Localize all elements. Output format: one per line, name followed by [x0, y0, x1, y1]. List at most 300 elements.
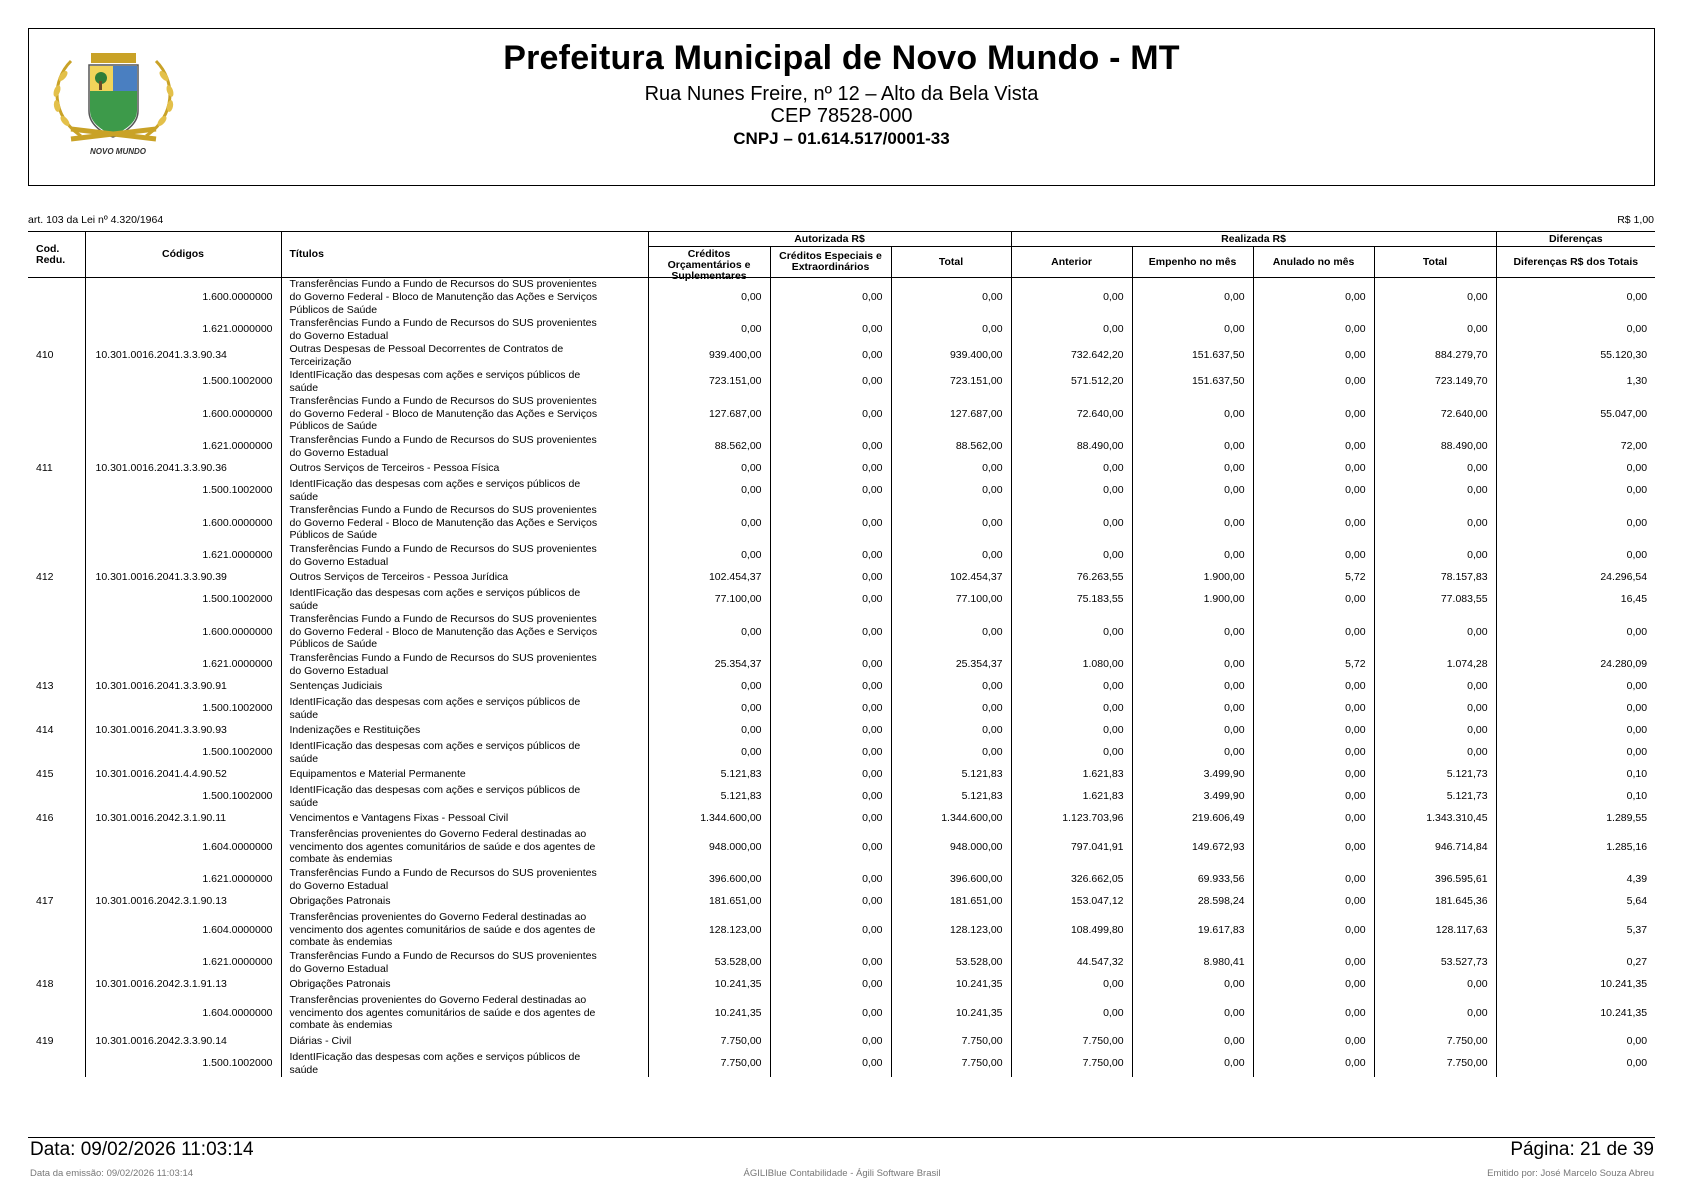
cell-codigo: 1.500.1002000 — [85, 740, 281, 766]
cell-empenho: 0,00 — [1132, 460, 1253, 478]
cell-creditos-especiais: 0,00 — [770, 893, 891, 911]
cell-diferencas: 1,30 — [1496, 369, 1655, 395]
cell-anterior: 0,00 — [1011, 543, 1132, 569]
cell-empenho: 0,00 — [1132, 613, 1253, 652]
cell-codigo: 10.301.0016.2041.3.3.90.34 — [85, 343, 281, 369]
cell-total-autorizada: 723.151,00 — [891, 369, 1011, 395]
titulo-line: IdentIFicação das despesas com ações e serviços públicos de — [289, 586, 581, 599]
titulo-line: Terceirização — [289, 355, 352, 368]
cell-anterior: 7.750,00 — [1011, 1033, 1132, 1051]
footer-date: Data: 09/02/2026 11:03:14 — [30, 1139, 254, 1160]
table-row — [28, 678, 1655, 696]
logo-caption: NOVO MUNDO — [90, 147, 146, 156]
cell-creditos-especiais: 0,00 — [770, 994, 891, 1033]
cell-creditos-orcamentarios: 0,00 — [648, 678, 770, 696]
cell-titulo — [281, 828, 648, 867]
cell-anterior: 1.621,83 — [1011, 784, 1132, 810]
cell-empenho: 0,00 — [1132, 976, 1253, 994]
cell-creditos-orcamentarios: 1.344.600,00 — [648, 810, 770, 828]
cell-total-realizada: 0,00 — [1374, 504, 1496, 543]
cell-creditos-orcamentarios: 723.151,00 — [648, 369, 770, 395]
cell-total-realizada: 396.595,61 — [1374, 867, 1496, 893]
cell-total-autorizada: 0,00 — [891, 317, 1011, 343]
cell-anulado: 0,00 — [1253, 343, 1374, 369]
cell-cod-redu — [28, 828, 85, 867]
table-row — [28, 504, 1655, 543]
cell-titulo — [281, 587, 648, 613]
cell-total-autorizada: 1.344.600,00 — [891, 810, 1011, 828]
cell-total-autorizada: 10.241,35 — [891, 994, 1011, 1033]
cell-anterior: 0,00 — [1011, 976, 1132, 994]
titulo-line: vencimento dos agentes comunitários de saúde e dos agentes de — [289, 923, 596, 936]
cell-total-autorizada: 102.454,37 — [891, 569, 1011, 587]
cell-total-realizada: 0,00 — [1374, 478, 1496, 504]
cell-anterior: 797.041,91 — [1011, 828, 1132, 867]
cell-anulado: 0,00 — [1253, 893, 1374, 911]
cell-diferencas: 55.120,30 — [1496, 343, 1655, 369]
table-row — [28, 893, 1655, 911]
cell-total-realizada: 0,00 — [1374, 278, 1496, 317]
cell-total-autorizada: 128.123,00 — [891, 911, 1011, 950]
cell-empenho: 1.900,00 — [1132, 587, 1253, 613]
cell-empenho: 0,00 — [1132, 478, 1253, 504]
cell-diferencas: 24.296,54 — [1496, 569, 1655, 587]
cell-creditos-orcamentarios: 0,00 — [648, 722, 770, 740]
cell-total-autorizada: 127.687,00 — [891, 395, 1011, 434]
titulo-line: Transferências Fundo a Fundo de Recursos do SUS provenientes — [289, 542, 597, 555]
cell-anterior: 0,00 — [1011, 722, 1132, 740]
cell-empenho: 1.900,00 — [1132, 569, 1253, 587]
cell-codigo: 10.301.0016.2041.3.3.90.93 — [85, 722, 281, 740]
titulo-line: Sentenças Judiciais — [289, 680, 383, 693]
titulo-line: combate às endemias — [289, 1019, 393, 1032]
cell-total-autorizada: 0,00 — [891, 478, 1011, 504]
cell-titulo — [281, 478, 648, 504]
cell-cod-redu: 412 — [36, 571, 54, 584]
cell-cod-redu: 419 — [36, 1035, 54, 1048]
table-row — [28, 1051, 1655, 1077]
cnpj-line: CNPJ – 01.614.517/0001-33 — [733, 129, 950, 148]
cell-empenho: 0,00 — [1132, 722, 1253, 740]
table-row — [28, 976, 1655, 994]
cell-total-autorizada: 181.651,00 — [891, 893, 1011, 911]
cell-total-realizada: 78.157,83 — [1374, 569, 1496, 587]
cell-empenho: 0,00 — [1132, 543, 1253, 569]
cell-diferencas: 5,37 — [1496, 911, 1655, 950]
titulo-line: do Governo Federal - Bloco de Manutenção das Ações e Serviços — [289, 290, 598, 303]
cell-anterior: 0,00 — [1011, 317, 1132, 343]
cell-creditos-orcamentarios: 0,00 — [648, 504, 770, 543]
cell-total-autorizada: 939.400,00 — [891, 343, 1011, 369]
cell-total-autorizada: 0,00 — [891, 678, 1011, 696]
col-header-creditos-orcamentarios: Créditos Orçamentários e Suplementares — [648, 247, 770, 278]
footer-software: ÁGILIBlue Contabilidade - Ágili Software Brasil — [743, 1168, 941, 1179]
cell-creditos-especiais: 0,00 — [770, 678, 891, 696]
cell-titulo — [281, 976, 648, 994]
cell-creditos-especiais: 0,00 — [770, 317, 891, 343]
cell-total-realizada: 0,00 — [1374, 460, 1496, 478]
cell-titulo — [281, 722, 648, 740]
cell-codigo: 1.621.0000000 — [85, 950, 281, 976]
cell-cod-redu — [28, 696, 85, 722]
table-row — [28, 740, 1655, 766]
cell-anulado: 0,00 — [1253, 678, 1374, 696]
col-header-anulado: Anulado no mês — [1253, 247, 1374, 278]
cell-anterior: 0,00 — [1011, 478, 1132, 504]
table-row — [28, 543, 1655, 569]
cell-codigo: 1.500.1002000 — [85, 784, 281, 810]
cell-total-autorizada: 88.562,00 — [891, 434, 1011, 460]
cell-titulo — [281, 543, 648, 569]
cell-creditos-orcamentarios: 53.528,00 — [648, 950, 770, 976]
cell-creditos-especiais: 0,00 — [770, 1033, 891, 1051]
cell-codigo: 1.600.0000000 — [85, 395, 281, 434]
cell-total-realizada: 72.640,00 — [1374, 395, 1496, 434]
table-row — [28, 784, 1655, 810]
cell-anulado: 0,00 — [1253, 460, 1374, 478]
cell-empenho: 0,00 — [1132, 278, 1253, 317]
cell-empenho: 0,00 — [1132, 994, 1253, 1033]
cell-codigo: 1.600.0000000 — [85, 504, 281, 543]
cell-empenho: 0,00 — [1132, 1051, 1253, 1077]
cell-codigo: 1.500.1002000 — [85, 587, 281, 613]
cell-creditos-orcamentarios: 0,00 — [648, 696, 770, 722]
cell-titulo — [281, 317, 648, 343]
cell-cod-redu: 416 — [36, 812, 54, 825]
cell-cod-redu — [28, 784, 85, 810]
cell-codigo: 1.500.1002000 — [85, 696, 281, 722]
cell-titulo — [281, 740, 648, 766]
cell-anterior: 0,00 — [1011, 696, 1132, 722]
cell-total-realizada: 723.149,70 — [1374, 369, 1496, 395]
col-header-total-autorizada: Total — [891, 247, 1011, 278]
footer-page-number: Página: 21 de 39 — [1510, 1139, 1654, 1160]
cell-creditos-especiais: 0,00 — [770, 504, 891, 543]
titulo-line: do Governo Estadual — [289, 962, 389, 975]
table-row — [28, 652, 1655, 678]
cell-empenho: 0,00 — [1132, 504, 1253, 543]
cell-creditos-orcamentarios: 0,00 — [648, 478, 770, 504]
cell-creditos-especiais: 0,00 — [770, 911, 891, 950]
cell-titulo — [281, 893, 648, 911]
titulo-line: Outros Serviços de Terceiros - Pessoa Jurídica — [289, 571, 509, 584]
footer-divider — [28, 1137, 1655, 1138]
table-row — [28, 867, 1655, 893]
cell-codigo: 1.500.1002000 — [85, 478, 281, 504]
titulo-line: vencimento dos agentes comunitários de saúde e dos agentes de — [289, 1006, 596, 1019]
cell-anterior: 76.263,55 — [1011, 569, 1132, 587]
group-header-row — [28, 232, 1655, 247]
cell-anterior: 88.490,00 — [1011, 434, 1132, 460]
cell-empenho: 149.672,93 — [1132, 828, 1253, 867]
titulo-line: Transferências Fundo a Fundo de Recursos do SUS provenientes — [289, 278, 597, 291]
table-row — [28, 1033, 1655, 1051]
titulo-line: Diárias - Civil — [289, 1035, 352, 1048]
cell-cod-redu — [28, 1051, 85, 1077]
cell-empenho: 0,00 — [1132, 395, 1253, 434]
cell-total-realizada: 0,00 — [1374, 976, 1496, 994]
cell-creditos-especiais: 0,00 — [770, 784, 891, 810]
cell-cod-redu — [28, 369, 85, 395]
table-row — [28, 478, 1655, 504]
cell-creditos-orcamentarios: 5.121,83 — [648, 784, 770, 810]
cell-codigo: 1.500.1002000 — [85, 369, 281, 395]
cell-titulo — [281, 678, 648, 696]
cell-titulo — [281, 950, 648, 976]
cell-total-realizada: 1.074,28 — [1374, 652, 1496, 678]
cell-cod-redu — [28, 478, 85, 504]
cell-diferencas: 0,00 — [1496, 1051, 1655, 1077]
cell-diferencas: 0,10 — [1496, 784, 1655, 810]
cell-codigo: 1.600.0000000 — [85, 613, 281, 652]
cell-titulo — [281, 911, 648, 950]
cell-anterior: 0,00 — [1011, 278, 1132, 317]
cell-creditos-orcamentarios: 7.750,00 — [648, 1033, 770, 1051]
address-line: Rua Nunes Freire, nº 12 – Alto da Bela Vista — [644, 83, 1039, 105]
titulo-line: Públicos de Saúde — [289, 303, 378, 316]
cell-anterior: 7.750,00 — [1011, 1051, 1132, 1077]
titulo-line: do Governo Estadual — [289, 555, 389, 568]
titulo-line: IdentIFicação das despesas com ações e serviços públicos de — [289, 477, 581, 490]
cell-creditos-especiais: 0,00 — [770, 460, 891, 478]
titulo-line: IdentIFicação das despesas com ações e serviços públicos de — [289, 368, 581, 381]
cell-creditos-especiais: 0,00 — [770, 652, 891, 678]
cell-total-autorizada: 7.750,00 — [891, 1033, 1011, 1051]
header-box — [28, 28, 1655, 186]
titulo-line: saúde — [289, 490, 319, 503]
cell-titulo — [281, 434, 648, 460]
cell-total-realizada: 0,00 — [1374, 722, 1496, 740]
cell-total-realizada: 0,00 — [1374, 994, 1496, 1033]
cell-cod-redu: 418 — [36, 978, 54, 991]
table-row — [28, 810, 1655, 828]
table-row — [28, 369, 1655, 395]
titulo-line: saúde — [289, 796, 319, 809]
cell-anulado: 0,00 — [1253, 810, 1374, 828]
cell-titulo — [281, 460, 648, 478]
cell-titulo — [281, 766, 648, 784]
cell-creditos-orcamentarios: 5.121,83 — [648, 766, 770, 784]
cell-creditos-orcamentarios: 25.354,37 — [648, 652, 770, 678]
cell-anulado: 0,00 — [1253, 278, 1374, 317]
cell-anulado: 0,00 — [1253, 911, 1374, 950]
cell-codigo: 1.621.0000000 — [85, 543, 281, 569]
cell-diferencas: 24.280,09 — [1496, 652, 1655, 678]
table-row — [28, 911, 1655, 950]
cell-codigo: 10.301.0016.2042.3.1.90.11 — [85, 810, 281, 828]
cell-empenho: 0,00 — [1132, 434, 1253, 460]
cell-total-realizada: 5.121,73 — [1374, 784, 1496, 810]
cell-empenho: 151.637,50 — [1132, 369, 1253, 395]
cell-empenho: 151.637,50 — [1132, 343, 1253, 369]
cell-titulo — [281, 1033, 648, 1051]
table-row — [28, 696, 1655, 722]
titulo-line: Transferências Fundo a Fundo de Recursos do SUS provenientes — [289, 651, 597, 664]
cell-anulado: 0,00 — [1253, 1051, 1374, 1077]
cell-diferencas: 5,64 — [1496, 893, 1655, 911]
titulo-line: IdentIFicação das despesas com ações e serviços públicos de — [289, 1050, 581, 1063]
titulo-line: Obrigações Patronais — [289, 895, 391, 908]
cell-creditos-orcamentarios: 396.600,00 — [648, 867, 770, 893]
cell-total-autorizada: 0,00 — [891, 722, 1011, 740]
cell-diferencas: 16,45 — [1496, 587, 1655, 613]
cell-codigo: 10.301.0016.2042.3.1.90.13 — [85, 893, 281, 911]
cell-total-autorizada: 0,00 — [891, 504, 1011, 543]
cell-anulado: 0,00 — [1253, 740, 1374, 766]
cell-diferencas: 10.241,35 — [1496, 976, 1655, 994]
cell-titulo — [281, 867, 648, 893]
cell-creditos-especiais: 0,00 — [770, 434, 891, 460]
cell-diferencas: 4,39 — [1496, 867, 1655, 893]
cell-titulo — [281, 652, 648, 678]
titulo-line: do Governo Estadual — [289, 664, 389, 677]
col-header-total-realizada: Total — [1374, 247, 1496, 278]
municipality-title: Prefeitura Municipal de Novo Mundo - MT — [503, 39, 1180, 77]
cell-cod-redu: 411 — [36, 462, 53, 475]
cell-diferencas: 0,10 — [1496, 766, 1655, 784]
cell-anulado: 0,00 — [1253, 369, 1374, 395]
cell-cod-redu: 413 — [36, 680, 54, 693]
cell-diferencas: 0,00 — [1496, 460, 1655, 478]
cell-diferencas: 0,00 — [1496, 740, 1655, 766]
cell-total-realizada: 128.117,63 — [1374, 911, 1496, 950]
cell-cod-redu — [28, 278, 85, 317]
cell-anulado: 0,00 — [1253, 543, 1374, 569]
titulo-line: Transferências provenientes do Governo Federal destinadas ao — [289, 993, 587, 1006]
cell-creditos-especiais: 0,00 — [770, 950, 891, 976]
cell-codigo: 10.301.0016.2041.3.3.90.39 — [85, 569, 281, 587]
table-row — [28, 613, 1655, 652]
cell-titulo — [281, 278, 648, 317]
cell-titulo — [281, 994, 648, 1033]
col-header-empenho: Empenho no mês — [1132, 247, 1253, 278]
cell-empenho: 0,00 — [1132, 317, 1253, 343]
titulo-line: do Governo Federal - Bloco de Manutenção das Ações e Serviços — [289, 407, 598, 420]
group-header-realizada: Realizada R$ — [1011, 232, 1496, 247]
group-header-diferencas: Diferenças — [1496, 232, 1655, 247]
cell-empenho: 3.499,90 — [1132, 784, 1253, 810]
cell-creditos-especiais: 0,00 — [770, 976, 891, 994]
cell-creditos-especiais: 0,00 — [770, 569, 891, 587]
cell-codigo: 1.621.0000000 — [85, 652, 281, 678]
titulo-line: Equipamentos e Material Permanente — [289, 768, 466, 781]
cell-diferencas: 72,00 — [1496, 434, 1655, 460]
cell-anulado: 0,00 — [1253, 784, 1374, 810]
cell-anulado: 0,00 — [1253, 828, 1374, 867]
cell-anulado: 0,00 — [1253, 434, 1374, 460]
cell-total-realizada: 0,00 — [1374, 740, 1496, 766]
cell-total-realizada: 0,00 — [1374, 613, 1496, 652]
cell-titulo — [281, 613, 648, 652]
cell-anterior: 0,00 — [1011, 740, 1132, 766]
cell-cod-redu: 415 — [36, 768, 54, 781]
cell-empenho: 19.617,83 — [1132, 911, 1253, 950]
cell-creditos-especiais: 0,00 — [770, 1051, 891, 1077]
cell-titulo — [281, 569, 648, 587]
cell-empenho: 3.499,90 — [1132, 766, 1253, 784]
cell-total-realizada: 0,00 — [1374, 317, 1496, 343]
titulo-line: Transferências Fundo a Fundo de Recursos do SUS provenientes — [289, 503, 597, 516]
cell-diferencas: 0,00 — [1496, 478, 1655, 504]
cell-creditos-orcamentarios: 102.454,37 — [648, 569, 770, 587]
cell-creditos-especiais: 0,00 — [770, 343, 891, 369]
titulo-line: Vencimentos e Vantagens Fixas - Pessoal Civil — [289, 812, 509, 825]
cell-total-autorizada: 53.528,00 — [891, 950, 1011, 976]
cell-total-autorizada: 0,00 — [891, 460, 1011, 478]
cell-creditos-especiais: 0,00 — [770, 478, 891, 504]
titulo-line: saúde — [289, 1063, 319, 1076]
table-row — [28, 434, 1655, 460]
cell-codigo: 10.301.0016.2041.3.3.90.91 — [85, 678, 281, 696]
cell-creditos-orcamentarios: 0,00 — [648, 460, 770, 478]
cell-empenho: 8.980,41 — [1132, 950, 1253, 976]
cell-diferencas: 0,00 — [1496, 613, 1655, 652]
cell-anulado: 0,00 — [1253, 696, 1374, 722]
titulo-line: do Governo Estadual — [289, 446, 389, 459]
titulo-line: saúde — [289, 381, 319, 394]
titulo-line: saúde — [289, 708, 319, 721]
cell-codigo: 1.604.0000000 — [85, 994, 281, 1033]
cell-total-autorizada: 0,00 — [891, 543, 1011, 569]
cell-total-realizada: 884.279,70 — [1374, 343, 1496, 369]
cell-total-autorizada: 25.354,37 — [891, 652, 1011, 678]
col-header-cod: Cod. Redu. — [28, 232, 85, 278]
cell-cod-redu — [28, 911, 85, 950]
cell-creditos-especiais: 0,00 — [770, 740, 891, 766]
cell-titulo — [281, 1051, 648, 1077]
titulo-line: Transferências Fundo a Fundo de Recursos do SUS provenientes — [289, 866, 597, 879]
cell-titulo — [281, 696, 648, 722]
table-row — [28, 587, 1655, 613]
cell-empenho: 0,00 — [1132, 678, 1253, 696]
cell-anterior: 1.123.703,96 — [1011, 810, 1132, 828]
cell-creditos-especiais: 0,00 — [770, 369, 891, 395]
cell-diferencas: 0,27 — [1496, 950, 1655, 976]
cell-titulo — [281, 395, 648, 434]
cell-diferencas: 0,00 — [1496, 504, 1655, 543]
cell-titulo — [281, 784, 648, 810]
cell-diferencas: 0,00 — [1496, 696, 1655, 722]
titulo-line: IdentIFicação das despesas com ações e serviços públicos de — [289, 783, 581, 796]
cell-cod-redu — [28, 504, 85, 543]
cell-cod-redu: 410 — [36, 349, 54, 362]
cell-total-realizada: 7.750,00 — [1374, 1033, 1496, 1051]
titulo-line: combate às endemias — [289, 853, 393, 866]
table-row — [28, 317, 1655, 343]
cell-titulo — [281, 343, 648, 369]
titulo-line: Outras Despesas de Pessoal Decorrentes de Contratos de — [289, 342, 564, 355]
cell-anulado: 0,00 — [1253, 976, 1374, 994]
cell-empenho: 0,00 — [1132, 652, 1253, 678]
cell-creditos-especiais: 0,00 — [770, 587, 891, 613]
cell-diferencas: 0,00 — [1496, 278, 1655, 317]
cell-codigo: 10.301.0016.2041.4.4.90.52 — [85, 766, 281, 784]
titulo-line: Transferências Fundo a Fundo de Recursos do SUS provenientes — [289, 316, 597, 329]
cell-anterior: 0,00 — [1011, 994, 1132, 1033]
cell-empenho: 28.598,24 — [1132, 893, 1253, 911]
cell-creditos-orcamentarios: 0,00 — [648, 543, 770, 569]
cell-total-autorizada: 5.121,83 — [891, 766, 1011, 784]
cell-creditos-orcamentarios: 10.241,35 — [648, 994, 770, 1033]
col-header-diferencas-totais: Diferenças R$ dos Totais — [1496, 247, 1655, 278]
table-row — [28, 766, 1655, 784]
cell-empenho: 0,00 — [1132, 740, 1253, 766]
cell-codigo: 1.600.0000000 — [85, 278, 281, 317]
cell-codigo: 1.500.1002000 — [85, 1051, 281, 1077]
titulo-line: Indenizações e Restituições — [289, 724, 421, 737]
cell-total-autorizada: 10.241,35 — [891, 976, 1011, 994]
titulo-line: Públicos de Saúde — [289, 638, 378, 651]
